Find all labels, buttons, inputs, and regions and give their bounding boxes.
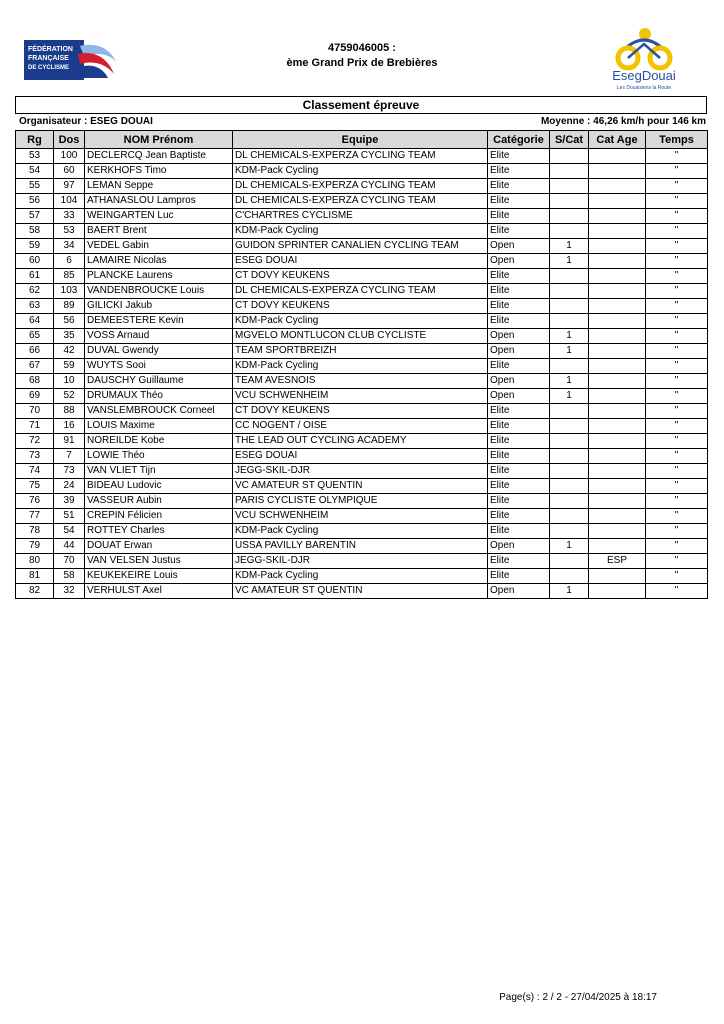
cell-team: CT DOVY KEUKENS (233, 269, 488, 284)
cell-time: " (646, 239, 708, 254)
cell-age-category (589, 164, 646, 179)
cell-rank: 82 (16, 584, 54, 599)
cell-subcategory (550, 434, 589, 449)
cell-name: BIDEAU Ludovic (85, 479, 233, 494)
cell-age-category: ESP (589, 554, 646, 569)
cell-category: Open (488, 329, 550, 344)
cell-age-category (589, 374, 646, 389)
cell-age-category (589, 194, 646, 209)
cell-bib: 34 (54, 239, 85, 254)
cell-team: ESEG DOUAI (233, 449, 488, 464)
cell-category: Elite (488, 149, 550, 164)
table-row (16, 209, 708, 224)
col-header-catage: Cat Age (589, 131, 646, 149)
svg-text:Les Douaisiens la Route: Les Douaisiens la Route (616, 85, 672, 91)
cell-name: GILICKI Jakub (85, 299, 233, 314)
cell-bib: 91 (54, 434, 85, 449)
table-row (16, 149, 708, 164)
cell-category: Open (488, 344, 550, 359)
cell-team: KDM-Pack Cycling (233, 524, 488, 539)
cell-team: JEGG-SKIL-DJR (233, 464, 488, 479)
cell-subcategory: 1 (550, 344, 589, 359)
cell-time: " (646, 149, 708, 164)
col-header-equipe: Equipe (233, 131, 488, 149)
cell-team: CT DOVY KEUKENS (233, 299, 488, 314)
cell-name: DECLERCQ Jean Baptiste (85, 149, 233, 164)
cell-category: Elite (488, 569, 550, 584)
cell-category: Elite (488, 359, 550, 374)
cell-time: " (646, 254, 708, 269)
cell-subcategory: 1 (550, 374, 589, 389)
cell-time: " (646, 539, 708, 554)
cell-rank: 76 (16, 494, 54, 509)
cell-age-category (589, 359, 646, 374)
table-row (16, 539, 708, 554)
cell-subcategory (550, 314, 589, 329)
cell-age-category (589, 239, 646, 254)
cell-team: GUIDON SPRINTER CANALIEN CYCLING TEAM (233, 239, 488, 254)
cell-name: LEMAN Seppe (85, 179, 233, 194)
cell-name: VEDEL Gabin (85, 239, 233, 254)
cell-name: BAERT Brent (85, 224, 233, 239)
cell-name: WUYTS Sooi (85, 359, 233, 374)
table-row (16, 359, 708, 374)
cell-name: LOUIS Maxime (85, 419, 233, 434)
cell-name: KEUKEKEIRE Louis (85, 569, 233, 584)
cell-subcategory (550, 179, 589, 194)
cell-subcategory (550, 464, 589, 479)
cell-team: CT DOVY KEUKENS (233, 404, 488, 419)
cell-bib: 60 (54, 164, 85, 179)
cell-bib: 7 (54, 449, 85, 464)
cell-subcategory (550, 164, 589, 179)
cell-time: " (646, 584, 708, 599)
cell-age-category (589, 269, 646, 284)
cell-team: THE LEAD OUT CYCLING ACADEMY (233, 434, 488, 449)
cell-name: DRUMAUX Théo (85, 389, 233, 404)
cell-time: " (646, 389, 708, 404)
cell-category: Elite (488, 434, 550, 449)
eseg-douai-logo (598, 26, 690, 92)
cell-team: VCU SCHWENHEIM (233, 509, 488, 524)
cell-rank: 78 (16, 524, 54, 539)
cell-time: " (646, 329, 708, 344)
col-header-temps: Temps (646, 131, 708, 149)
cell-time: " (646, 194, 708, 209)
cell-age-category (589, 479, 646, 494)
cell-bib: 88 (54, 404, 85, 419)
cell-team: TEAM AVESNOIS (233, 374, 488, 389)
cell-bib: 103 (54, 284, 85, 299)
cell-age-category (589, 224, 646, 239)
cell-bib: 85 (54, 269, 85, 284)
cell-name: VASSEUR Aubin (85, 494, 233, 509)
cell-team: DL CHEMICALS-EXPERZA CYCLING TEAM (233, 284, 488, 299)
cell-team: KDM-Pack Cycling (233, 359, 488, 374)
cell-subcategory (550, 479, 589, 494)
cell-bib: 97 (54, 179, 85, 194)
cell-team: KDM-Pack Cycling (233, 569, 488, 584)
cell-rank: 75 (16, 479, 54, 494)
cell-team: KDM-Pack Cycling (233, 224, 488, 239)
section-title: Classement épreuve (15, 96, 707, 114)
cell-category: Elite (488, 419, 550, 434)
cell-category: Elite (488, 224, 550, 239)
organizer: Organisateur : ESEG DOUAI (19, 116, 153, 127)
cell-name: CREPIN Félicien (85, 509, 233, 524)
cell-time: " (646, 224, 708, 239)
cell-bib: 59 (54, 359, 85, 374)
cell-age-category (589, 314, 646, 329)
col-header-rg: Rg (16, 131, 54, 149)
table-row (16, 449, 708, 464)
cell-age-category (589, 419, 646, 434)
cell-bib: 89 (54, 299, 85, 314)
cell-age-category (589, 284, 646, 299)
cell-name: LAMAIRE Nicolas (85, 254, 233, 269)
ffc-logo (24, 40, 120, 80)
cell-bib: 44 (54, 539, 85, 554)
table-row (16, 389, 708, 404)
cell-bib: 51 (54, 509, 85, 524)
cell-category: Elite (488, 524, 550, 539)
cell-team: DL CHEMICALS-EXPERZA CYCLING TEAM (233, 179, 488, 194)
cell-rank: 69 (16, 389, 54, 404)
cell-time: " (646, 269, 708, 284)
cell-rank: 67 (16, 359, 54, 374)
cell-rank: 80 (16, 554, 54, 569)
table-row (16, 554, 708, 569)
cell-name: VERHULST Axel (85, 584, 233, 599)
table-row (16, 479, 708, 494)
cell-age-category (589, 209, 646, 224)
cell-category: Open (488, 584, 550, 599)
cell-bib: 53 (54, 224, 85, 239)
table-row (16, 164, 708, 179)
cell-name: VAN VLIET Tijn (85, 464, 233, 479)
table-row (16, 434, 708, 449)
table-row (16, 509, 708, 524)
table-row (16, 569, 708, 584)
cell-subcategory (550, 194, 589, 209)
cell-age-category (589, 299, 646, 314)
cell-category: Elite (488, 164, 550, 179)
cell-subcategory: 1 (550, 539, 589, 554)
cell-category: Elite (488, 404, 550, 419)
table-row (16, 284, 708, 299)
cell-team: PARIS CYCLISTE OLYMPIQUE (233, 494, 488, 509)
cell-subcategory (550, 284, 589, 299)
table-header-row (16, 131, 708, 149)
table-row (16, 494, 708, 509)
cell-age-category (589, 494, 646, 509)
cell-time: " (646, 164, 708, 179)
cell-rank: 63 (16, 299, 54, 314)
race-id: 4759046005 : (328, 42, 396, 54)
cell-bib: 42 (54, 344, 85, 359)
cell-subcategory (550, 149, 589, 164)
cell-team: DL CHEMICALS-EXPERZA CYCLING TEAM (233, 149, 488, 164)
cell-age-category (589, 434, 646, 449)
cell-category: Elite (488, 509, 550, 524)
results-body (16, 149, 708, 599)
race-name: ème Grand Prix de Brebières (286, 57, 438, 69)
cell-category: Elite (488, 554, 550, 569)
cell-rank: 58 (16, 224, 54, 239)
cell-rank: 71 (16, 419, 54, 434)
cell-team: KDM-Pack Cycling (233, 164, 488, 179)
page-footer: Page(s) : 2 / 2 - 27/04/2025 à 18:17 (499, 992, 657, 1003)
cell-subcategory (550, 419, 589, 434)
cell-subcategory: 1 (550, 389, 589, 404)
cell-name: LOWIE Théo (85, 449, 233, 464)
cell-age-category (589, 329, 646, 344)
average-speed: Moyenne : 46,26 km/h pour 146 km (540, 116, 706, 127)
table-row (16, 584, 708, 599)
col-header-categorie: Catégorie (488, 131, 550, 149)
cell-rank: 70 (16, 404, 54, 419)
cell-bib: 70 (54, 554, 85, 569)
cell-team: TEAM SPORTBREIZH (233, 344, 488, 359)
cell-bib: 35 (54, 329, 85, 344)
cell-rank: 79 (16, 539, 54, 554)
cell-subcategory (550, 554, 589, 569)
cell-name: WEINGARTEN Luc (85, 209, 233, 224)
cell-rank: 53 (16, 149, 54, 164)
cell-rank: 62 (16, 284, 54, 299)
cell-time: " (646, 404, 708, 419)
cell-team: CC NOGENT / OISE (233, 419, 488, 434)
cell-subcategory (550, 269, 589, 284)
cell-age-category (589, 524, 646, 539)
cell-category: Elite (488, 494, 550, 509)
cell-rank: 65 (16, 329, 54, 344)
table-row (16, 194, 708, 209)
cell-category: Open (488, 254, 550, 269)
table-row (16, 404, 708, 419)
col-header-dos: Dos (54, 131, 85, 149)
cell-rank: 74 (16, 464, 54, 479)
cell-rank: 64 (16, 314, 54, 329)
cell-category: Elite (488, 449, 550, 464)
cell-age-category (589, 509, 646, 524)
cell-subcategory (550, 449, 589, 464)
results-table (15, 130, 708, 599)
cell-bib: 104 (54, 194, 85, 209)
cell-category: Elite (488, 194, 550, 209)
cell-subcategory: 1 (550, 329, 589, 344)
cell-bib: 39 (54, 494, 85, 509)
cell-bib: 32 (54, 584, 85, 599)
cell-time: " (646, 554, 708, 569)
cell-name: DUVAL Gwendy (85, 344, 233, 359)
cell-bib: 100 (54, 149, 85, 164)
cell-bib: 56 (54, 314, 85, 329)
cell-bib: 73 (54, 464, 85, 479)
cell-subcategory (550, 404, 589, 419)
cell-category: Elite (488, 314, 550, 329)
svg-text:DE CYCLISME: DE CYCLISME (28, 65, 70, 71)
cell-subcategory: 1 (550, 584, 589, 599)
cell-rank: 54 (16, 164, 54, 179)
cell-bib: 10 (54, 374, 85, 389)
cell-team: ESEG DOUAI (233, 254, 488, 269)
table-row (16, 224, 708, 239)
cell-time: " (646, 359, 708, 374)
cell-category: Elite (488, 209, 550, 224)
cell-subcategory (550, 509, 589, 524)
cell-subcategory (550, 569, 589, 584)
cell-team: VC AMATEUR ST QUENTIN (233, 584, 488, 599)
cell-team: USSA PAVILLY BARENTIN (233, 539, 488, 554)
table-row (16, 314, 708, 329)
cell-age-category (589, 584, 646, 599)
cell-bib: 6 (54, 254, 85, 269)
cell-rank: 59 (16, 239, 54, 254)
cell-age-category (589, 344, 646, 359)
col-header-nom: NOM Prénom (85, 131, 233, 149)
cell-rank: 56 (16, 194, 54, 209)
cell-rank: 73 (16, 449, 54, 464)
cell-name: VAN VELSEN Justus (85, 554, 233, 569)
cell-team: C'CHARTRES CYCLISME (233, 209, 488, 224)
cell-time: " (646, 299, 708, 314)
cell-rank: 81 (16, 569, 54, 584)
table-row (16, 374, 708, 389)
cell-name: DEMEESTERE Kevin (85, 314, 233, 329)
table-row (16, 239, 708, 254)
table-row (16, 269, 708, 284)
cell-category: Elite (488, 299, 550, 314)
cell-age-category (589, 449, 646, 464)
cell-bib: 58 (54, 569, 85, 584)
cell-rank: 68 (16, 374, 54, 389)
table-row (16, 299, 708, 314)
cell-rank: 77 (16, 509, 54, 524)
cell-category: Elite (488, 269, 550, 284)
cell-name: KERKHOFS Timo (85, 164, 233, 179)
cell-age-category (589, 389, 646, 404)
cell-time: " (646, 449, 708, 464)
cell-name: ATHANASLOU Lampros (85, 194, 233, 209)
cell-category: Open (488, 374, 550, 389)
cell-time: " (646, 494, 708, 509)
table-row (16, 464, 708, 479)
cell-category: Open (488, 239, 550, 254)
cell-bib: 24 (54, 479, 85, 494)
cell-subcategory (550, 359, 589, 374)
cell-name: VANDENBROUCKE Louis (85, 284, 233, 299)
cell-subcategory (550, 494, 589, 509)
cell-time: " (646, 569, 708, 584)
cell-category: Elite (488, 479, 550, 494)
cell-category: Elite (488, 284, 550, 299)
cell-name: VANSLEMBROUCK Corneel (85, 404, 233, 419)
cell-name: PLANCKE Laurens (85, 269, 233, 284)
cell-time: " (646, 524, 708, 539)
cell-age-category (589, 464, 646, 479)
cell-subcategory (550, 209, 589, 224)
cell-time: " (646, 179, 708, 194)
cell-subcategory (550, 299, 589, 314)
cell-time: " (646, 209, 708, 224)
cell-time: " (646, 434, 708, 449)
cell-category: Open (488, 539, 550, 554)
cell-name: NOREILDE Kobe (85, 434, 233, 449)
svg-text:EsegDouai: EsegDouai (612, 68, 676, 83)
cell-bib: 33 (54, 209, 85, 224)
cell-age-category (589, 254, 646, 269)
table-row (16, 179, 708, 194)
svg-text:FRANÇAISE: FRANÇAISE (28, 55, 69, 62)
cell-age-category (589, 569, 646, 584)
cell-age-category (589, 179, 646, 194)
cell-team: KDM-Pack Cycling (233, 314, 488, 329)
cell-team: MGVELO MONTLUCON CLUB CYCLISTE (233, 329, 488, 344)
cell-time: " (646, 419, 708, 434)
cell-bib: 54 (54, 524, 85, 539)
cell-category: Open (488, 389, 550, 404)
cell-bib: 16 (54, 419, 85, 434)
table-row (16, 254, 708, 269)
cell-rank: 60 (16, 254, 54, 269)
svg-text:FÉDÉRATION: FÉDÉRATION (28, 46, 73, 53)
col-header-scat: S/Cat (550, 131, 589, 149)
cell-time: " (646, 314, 708, 329)
table-row (16, 524, 708, 539)
cell-age-category (589, 149, 646, 164)
cell-rank: 61 (16, 269, 54, 284)
cell-rank: 57 (16, 209, 54, 224)
cell-team: DL CHEMICALS-EXPERZA CYCLING TEAM (233, 194, 488, 209)
cell-category: Elite (488, 464, 550, 479)
cell-category: Elite (488, 179, 550, 194)
cell-time: " (646, 344, 708, 359)
cell-bib: 52 (54, 389, 85, 404)
cell-time: " (646, 464, 708, 479)
cell-age-category (589, 404, 646, 419)
cell-rank: 72 (16, 434, 54, 449)
cell-team: VC AMATEUR ST QUENTIN (233, 479, 488, 494)
cell-age-category (589, 539, 646, 554)
table-row (16, 329, 708, 344)
cell-rank: 66 (16, 344, 54, 359)
table-row (16, 344, 708, 359)
cell-subcategory (550, 224, 589, 239)
cell-subcategory: 1 (550, 239, 589, 254)
cell-subcategory (550, 524, 589, 539)
cell-time: " (646, 479, 708, 494)
cell-time: " (646, 374, 708, 389)
table-row (16, 419, 708, 434)
cell-subcategory: 1 (550, 254, 589, 269)
cell-name: VOSS Arnaud (85, 329, 233, 344)
cell-name: DOUAT Erwan (85, 539, 233, 554)
cell-time: " (646, 509, 708, 524)
cell-time: " (646, 284, 708, 299)
cell-name: ROTTEY Charles (85, 524, 233, 539)
cell-rank: 55 (16, 179, 54, 194)
cell-name: DAUSCHY Guillaume (85, 374, 233, 389)
cell-team: VCU SCHWENHEIM (233, 389, 488, 404)
cell-team: JEGG-SKIL-DJR (233, 554, 488, 569)
